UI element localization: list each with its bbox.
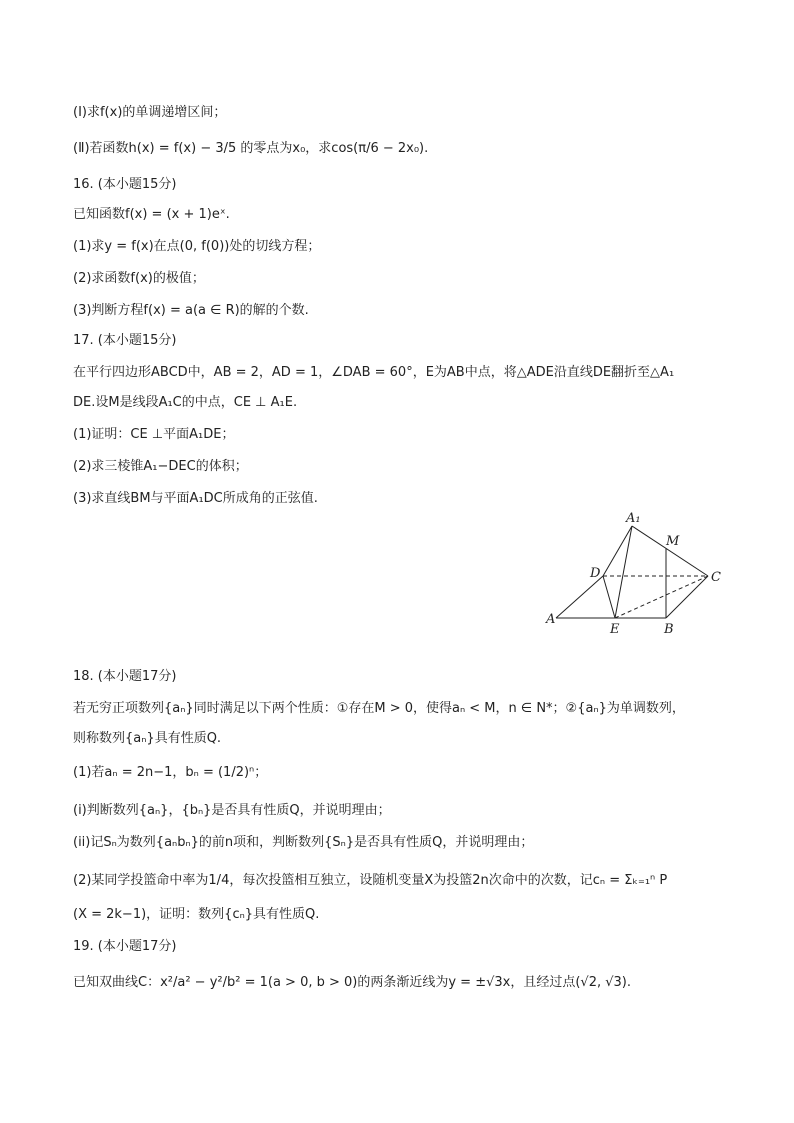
q15-part2: (Ⅱ)若函数h(x) = f(x) − 3/5 的零点为x₀，求cos(π/6 − 2x₀). xyxy=(73,141,429,156)
q17-figure xyxy=(540,508,730,638)
edge-DE xyxy=(603,576,615,618)
label-C: C xyxy=(711,570,721,585)
q18-part1-i: (i)判断数列{aₙ}，{bₙ}是否具有性质Q，并说明理由； xyxy=(73,803,391,818)
q17-part2: (2)求三棱锥A₁−DEC的体积； xyxy=(73,459,248,474)
parallelogram-fold-diagram xyxy=(540,508,730,638)
label-B: B xyxy=(664,622,674,637)
edge-EC-hidden xyxy=(615,576,708,618)
q18-stem-line2: 则称数列{aₙ}具有性质Q. xyxy=(73,731,222,746)
edge-BC xyxy=(666,576,708,618)
label-A1: A₁ xyxy=(626,511,641,526)
q16-stem: 已知函数f(x) = (x + 1)eˣ. xyxy=(73,207,230,222)
q19-stem: 已知双曲线C：x²/a² − y²/b² = 1(a > 0, b > 0)的两条渐近线为y = ±√3x，且经过点(√2, √3). xyxy=(73,975,631,990)
q18-stem-line1: 若无穷正项数列{aₙ}同时满足以下两个性质：①存在M > 0，使得aₙ < M，n ∈ N*；②{aₙ}为单调数列， xyxy=(73,701,685,716)
q17-part3: (3)求直线BM与平面A₁DC所成角的正弦值. xyxy=(73,491,318,506)
label-M: M xyxy=(666,534,680,549)
label-E: E xyxy=(610,622,620,637)
q17-stem-line2: DE.设M是线段A₁C的中点，CE ⊥ A₁E. xyxy=(73,395,298,410)
q16-part3: (3)判断方程f(x) = a(a ∈ R)的解的个数. xyxy=(73,303,309,318)
q15-part1: (Ⅰ)求f(x)的单调递增区间； xyxy=(73,105,227,120)
q17-heading: 17. (本小题15分) xyxy=(73,333,177,348)
label-D: D xyxy=(590,566,601,581)
q16-part2: (2)求函数f(x)的极值； xyxy=(73,271,205,286)
q18-part2-line1: (2)某同学投篮命中率为1/4，每次投篮相互独立，设随机变量X为投篮2n次命中的次数，记cₙ = Σₖ₌₁ⁿ P xyxy=(73,873,668,888)
q16-heading: 16. (本小题15分) xyxy=(73,177,177,192)
q18-heading: 18. (本小题17分) xyxy=(73,669,177,684)
q18-part1-ii: (ii)记Sₙ为数列{aₙbₙ}的前n项和，判断数列{Sₙ}是否具有性质Q，并说明理由； xyxy=(73,835,534,850)
q19-heading: 19. (本小题17分) xyxy=(73,939,177,954)
label-A: A xyxy=(546,612,556,627)
q18-part2-line2: (X = 2k−1)，证明：数列{cₙ}具有性质Q. xyxy=(73,907,320,922)
q16-part1: (1)求y = f(x)在点(0, f(0))处的切线方程； xyxy=(73,239,321,254)
edge-AD xyxy=(556,576,603,618)
q18-part1: (1)若aₙ = 2n−1，bₙ = (1/2)ⁿ； xyxy=(73,765,268,780)
q17-part1: (1)证明：CE ⊥平面A₁DE； xyxy=(73,427,235,442)
q17-stem-line1: 在平行四边形ABCD中，AB = 2，AD = 1，∠DAB = 60°，E为AB中点，将△ADE沿直线DE翻折至△A₁ xyxy=(73,365,675,380)
